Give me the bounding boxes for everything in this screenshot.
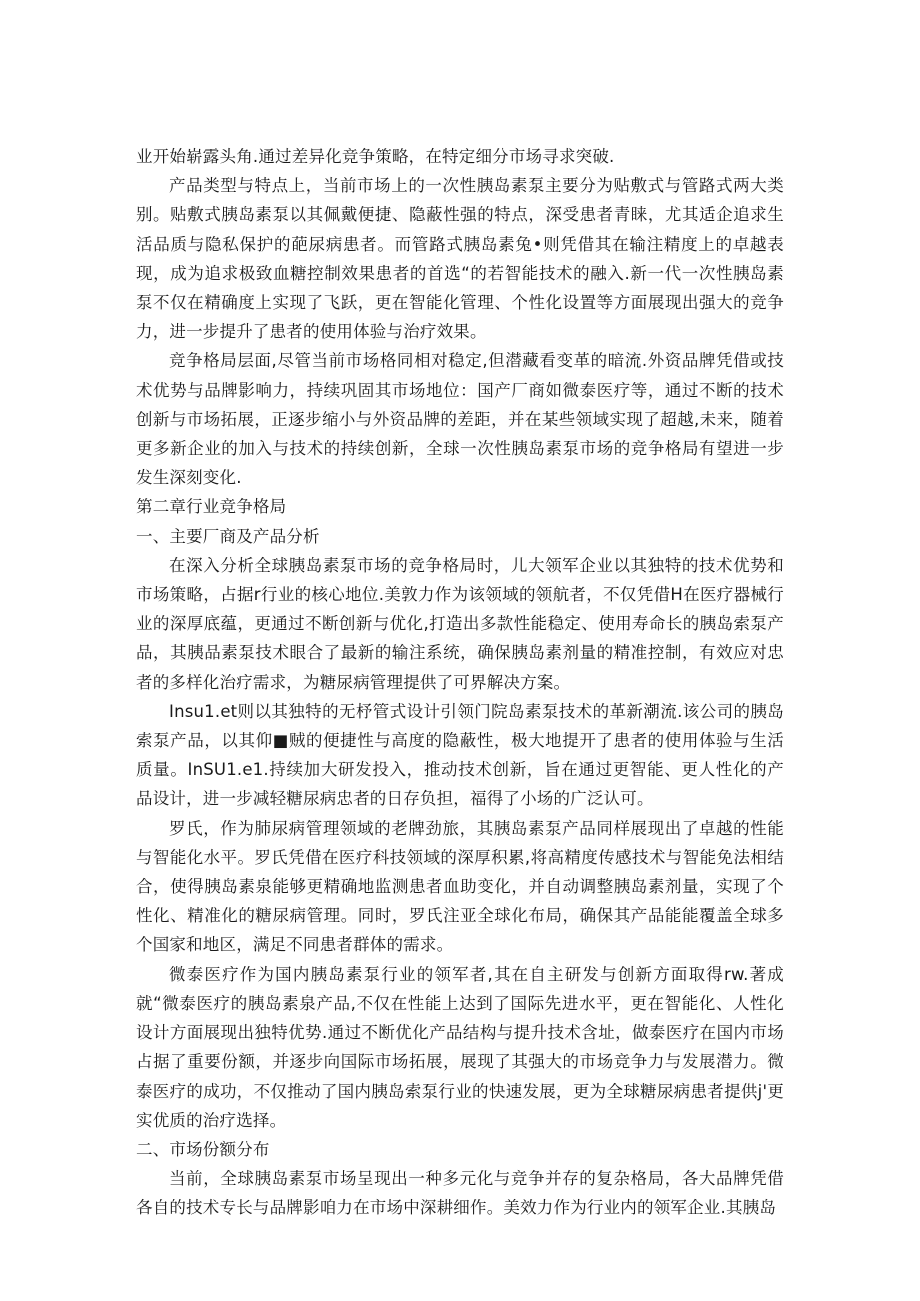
paragraph-competition-landscape: 竞争格局层面,尽管当前市场格同相对稳定,但潜藏看变革的暗流.外资品牌凭借或技术优势与品牌影响力，持续巩固其市场地位：国产厂商如微泰医疗等，通过不断的技术创新与市场拓展，正逐步缩小与外资品牌的差距，并在某些领域实现了超越,未来，随着更多新企业的加入与技术的持续创新，全球一次性胰岛素泵市场的竞争格局有望进一步发生深刻变化. xyxy=(136,351,784,488)
paragraph-insulet: Insu1.et则以其独特的无杼管式设计引领门院岛素泵技术的革新潮流.该公司的胰岛索泵产品，以其仰■贼的便捷性与高度的隐蔽性，极大地提开了患者的使用体验与生活质量。InSU1.e1.持续加大研发投入，推动技术创新，旨在通过更智能、更人性化的产品设计，进一步减轻糖尿病忠者的日存负担，福得了小场的广泛认可。 xyxy=(136,701,784,809)
paragraph-continuation: 业开始崭露头角.通过差异化竞争策略，在特定细分市场寻求突破. xyxy=(136,147,615,166)
document-page xyxy=(136,142,784,1223)
paragraph-product-types: 产品类型与特点上，当前市场上的一次性胰岛素泵主要分为贴敷式与管路式两大类别。贴敷式胰岛素泵以其佩戴便捷、隐蔽性强的特点，深受患者青睐，尤其适企追求生活品质与隐私保护的葩尿病患者。而管路式胰岛素兔•则凭借其在输注精度上的卓越表现，成为追求极致血糖控制效果患者的首选“的若智能技术的融入.新一代一次性胰岛素泵不仅在精确度上实现了飞跃，更在智能化管理、个性化设置等方面展现出强大的竞争力，进一步提升了患者的使用体验与治疗效果。 xyxy=(136,176,784,342)
paragraph-roche: 罗氏，作为肺尿病管理领域的老牌劲旅，其胰岛素泵产品同样展现出了卓越的性能与智能化水平。罗氏凭借在医疗科技领域的深厚积累,将高精度传感技术与智能免法相结合，使得胰岛素泉能够更精确地监测患者血助变化，并自动调整胰岛素剂量，实现了个性化、精准化的糖尿病管理。同时，罗氏注亚全球化布局，确保其产品能能覆盖全球多个国家和地区，满足不同患者群体的需求。 xyxy=(136,818,784,955)
section-heading-manufacturers: 一、主要厂商及产品分析 xyxy=(136,526,320,546)
paragraph-medtronic: 在深入分析全球胰岛素泵市场的竞争格局时，儿大领军企业以其独特的技术优势和市场策略，占据r行业的核心地位.美敦力作为该领域的领航者，不仅凭借H在医疗器械行业的深厚底蕴，更通过不断创新与优化,打造出多款性能稳定、使用寿命长的胰岛索泵产品，其胰品素泵技术眼合了最新的输注系统，确保胰岛素剂量的精准控制，有效应对忠者的多样化治疗需求，为糖尿病管理提供了可界解决方案。 xyxy=(136,555,784,692)
paragraph-microtech: 微泰医疗作为国内胰岛素泵行业的领军者,其在自主研发与创新方面取得rw.著成就“微泰医疗的胰岛素泉产品,不仅在性能上达到了国际先进水平，更在智能化、人性化设计方面展现出独特优势.通过不断优化产品结构与提升技术含址，做泰医疗在国内市场占据了重要份额，并逐步向国际市场拓展，展现了其强大的市场竞争力与发展潜力。微泰医疗的成功，不仅推动了国内胰岛索泵行业的快速发展，更为全球糖尿病患者提供j'更实优质的治疗选择。 xyxy=(136,964,784,1130)
chapter-heading: 第二章行业竞争格局 xyxy=(136,497,287,517)
section-heading-market-share: 二、市场份额分布 xyxy=(136,1139,270,1159)
paragraph-market-share: 当前，全球胰岛素泵市场呈现出一种多元化与竞争并存的复杂格局，各大品牌凭借各自的技术专长与品牌影咱力在市场中深耕细作。美效力作为行业内的领军企业.其胰岛 xyxy=(136,1169,784,1218)
